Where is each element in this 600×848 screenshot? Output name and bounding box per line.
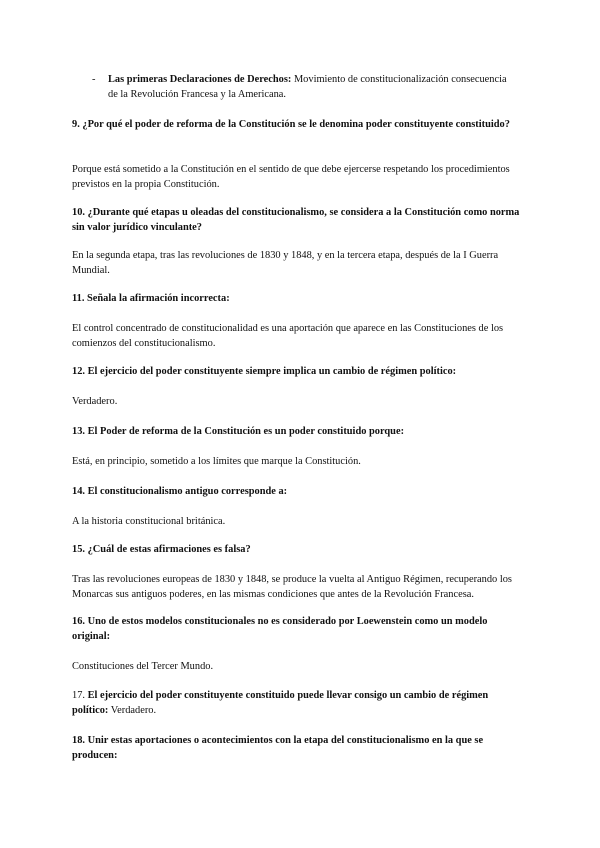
answer-15: Tras las revoluciones europeas de 1830 y 1848, se produce la vuelta al Antiguo Régimen, recuperando los Monarcas sus antiguos poderes, en las mismas condiciones que antes de la Revolución Francesa. [72,574,512,600]
bullet-rest: Movimiento de constitucionalización consecuencia de la Revolución Francesa y la Americana. [108,74,507,100]
question-9: 9. ¿Por qué el poder de reforma de la Constitución se le denomina poder constituyente constituido? [72,119,510,130]
answer-10: En la segunda etapa, tras las revoluciones de 1830 y 1848, y en la tercera etapa, después de la I Guerra Mundial. [72,250,499,276]
item-17-answer: Verdadero. [108,705,157,716]
answer-12: Verdadero. [72,396,118,407]
intro-bullet [92,72,512,102]
answer-16: Constituciones del Tercer Mundo. [72,661,214,672]
bullet-bold: Las primeras Declaraciones de Derechos: [108,74,292,85]
question-16: 16. Uno de estos modelos constitucionales no es considerado por Loewenstein como un modelo original: [72,616,488,642]
answer-9: Porque está sometido a la Constitución en el sentido de que debe ejercerse respetando los procedimientos previstos en la propia Constitución. [72,164,510,190]
answer-11: El control concentrado de constitucionalidad es una aportación que aparece en las Constituciones de los comienzos del constitucionalismo. [72,323,504,349]
question-15: 15. ¿Cuál de estas afirmaciones es falsa? [72,544,251,555]
item-17 [72,688,522,718]
question-12: 12. El ejercicio del poder constituyente siempre implica un cambio de régimen político: [72,366,457,377]
question-10: 10. ¿Durante qué etapas u oleadas del constitucionalismo, se considera a la Constitución como norma sin valor jurídico vinculante? [72,207,520,233]
answer-14: A la historia constitucional británica. [72,516,226,527]
bullet-text [108,72,512,102]
bullet-dash: - [92,74,96,85]
question-13: 13. El Poder de reforma de la Constitución es un poder constituido porque: [72,426,405,437]
question-14: 14. El constitucionalismo antiguo corresponde a: [72,486,288,497]
item-17-number: 17. [72,690,88,701]
question-18: 18. Unir estas aportaciones o acontecimientos con la etapa del constitucionalismo en la que se producen: [72,735,484,761]
item-17-question: El ejercicio del poder constituyente constituido puede llevar consigo un cambio de régimen político: [72,690,489,716]
answer-13: Está, en principio, sometido a los límites que marque la Constitución. [72,456,361,467]
question-11: 11. Señala la afirmación incorrecta: [72,293,230,304]
